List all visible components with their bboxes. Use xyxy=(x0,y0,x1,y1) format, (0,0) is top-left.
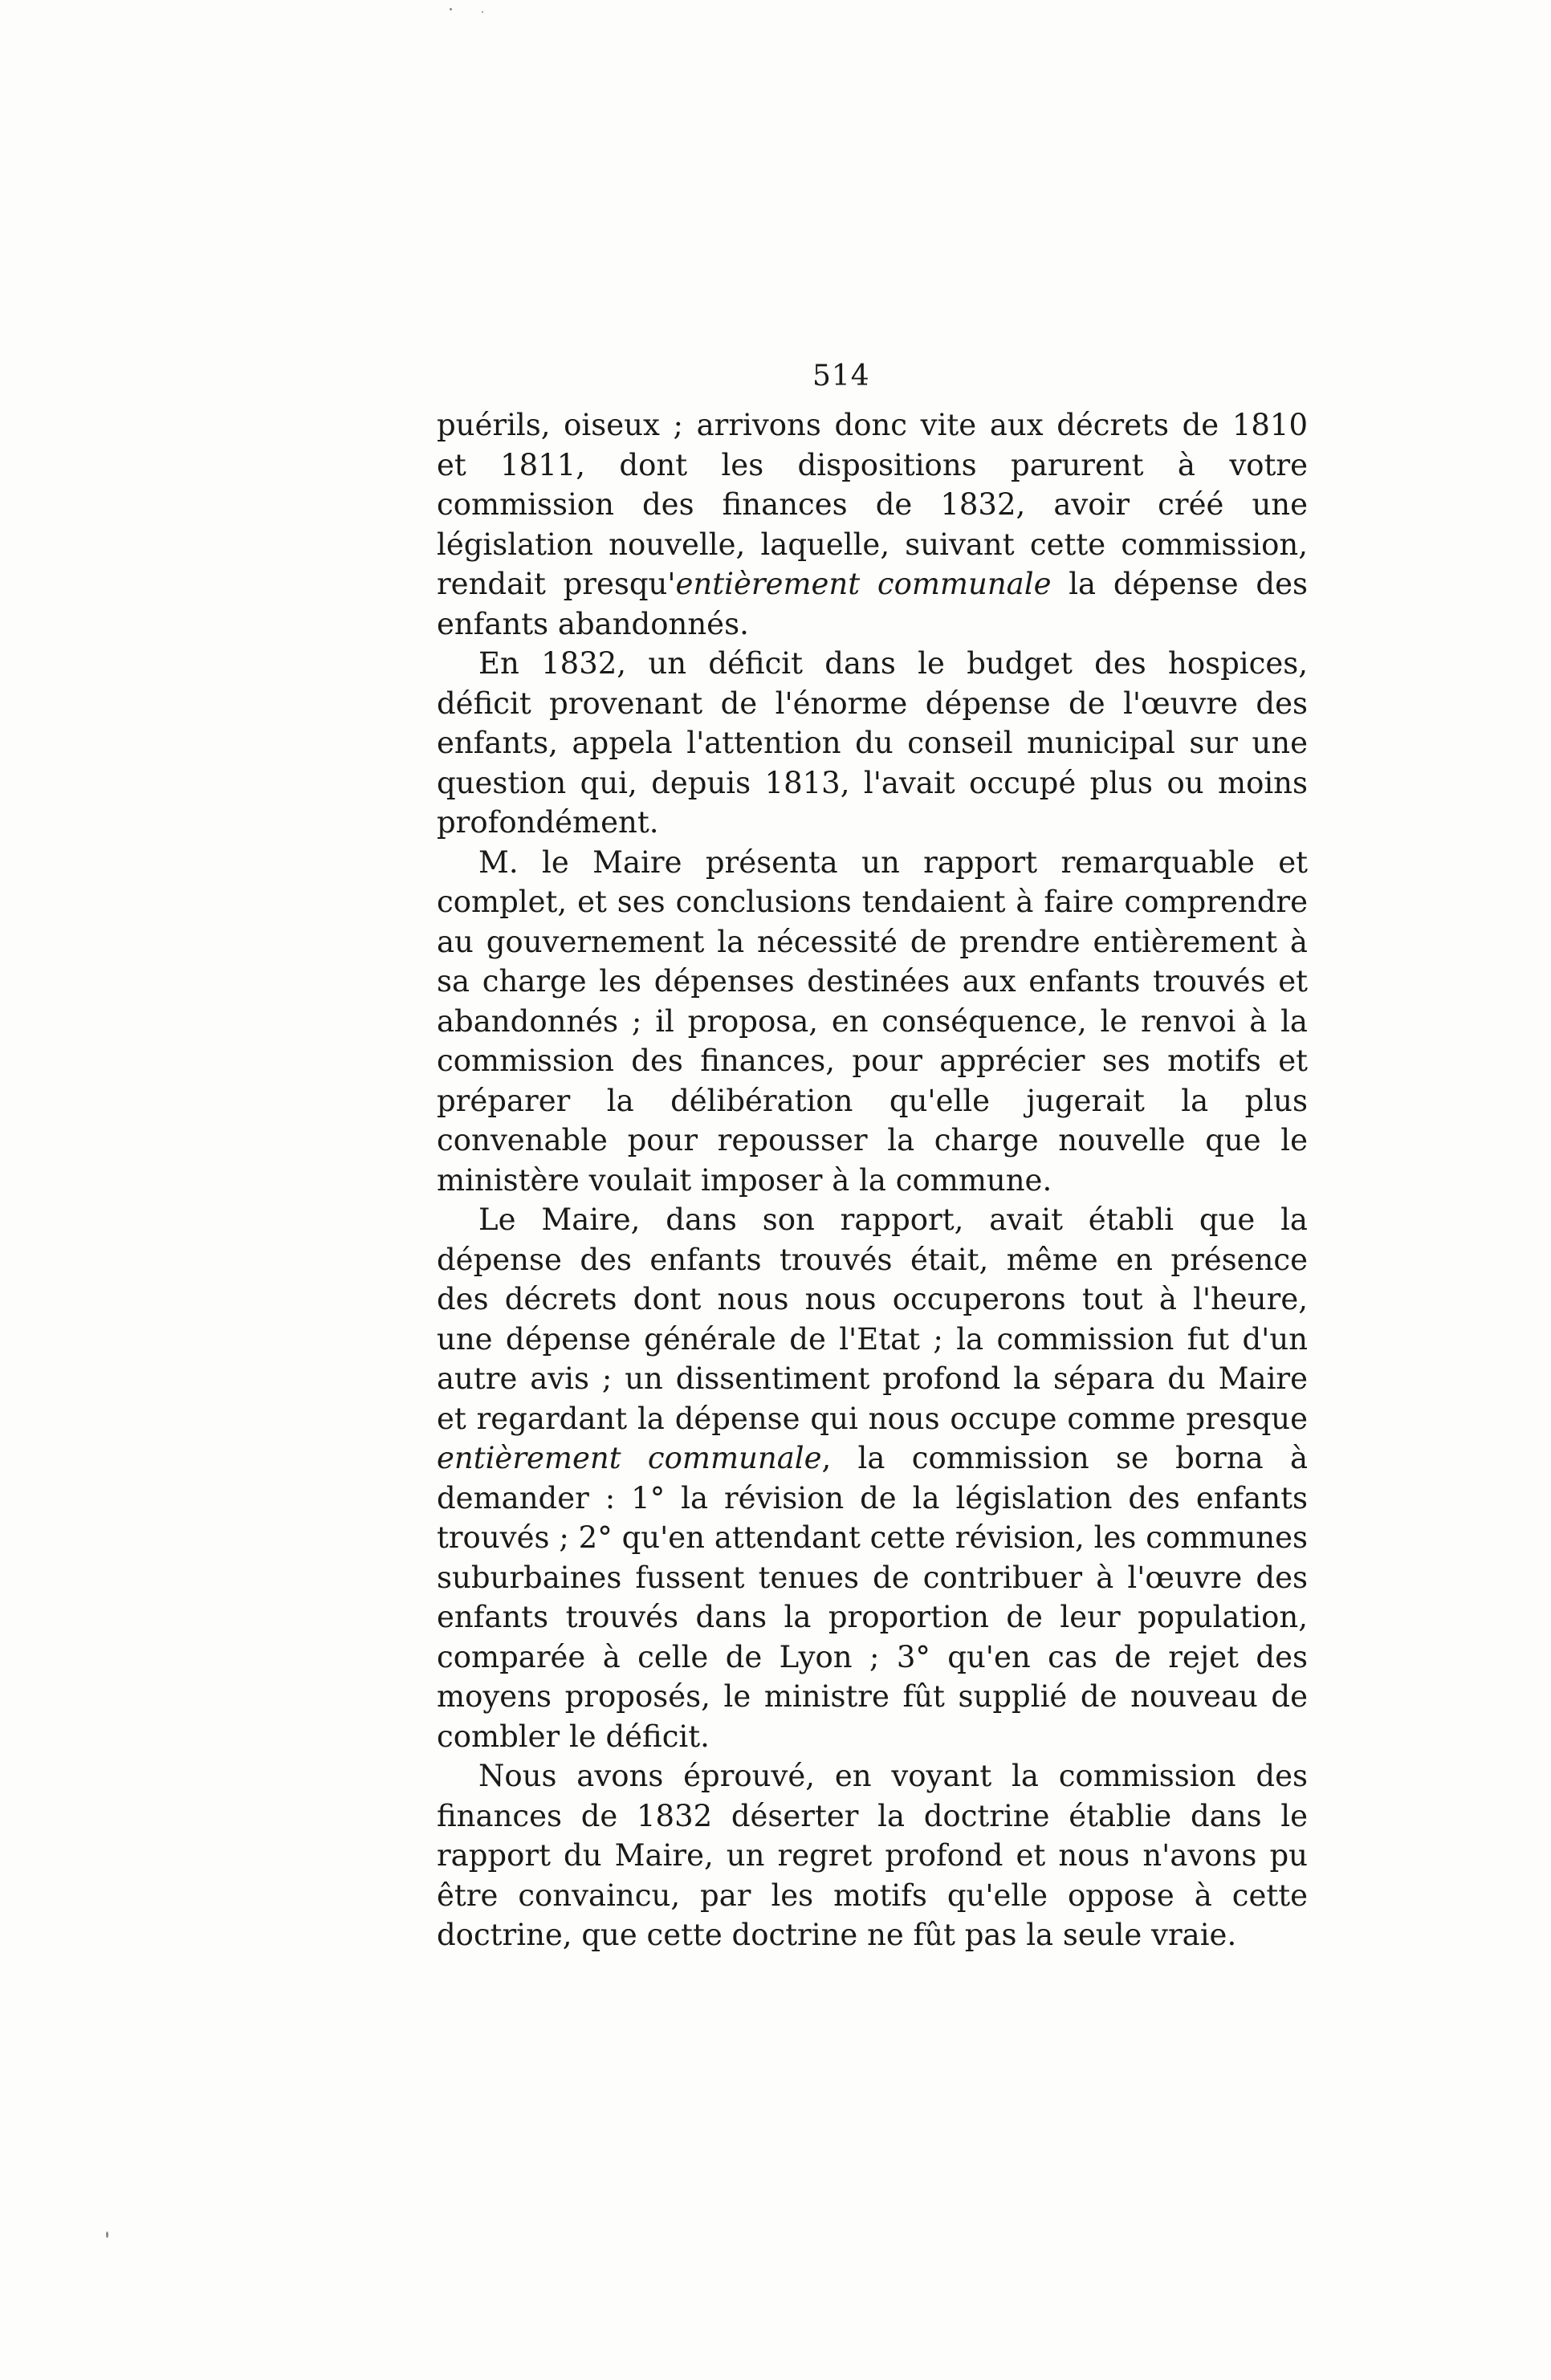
page-number: 514 xyxy=(812,360,870,393)
paragraph-4 xyxy=(437,1200,1308,1756)
paragraph-2 xyxy=(437,644,1308,843)
paragraph-1 xyxy=(437,405,1308,644)
text-run: Nous avons éprouvé, en voyant la commission des finances de 1832 déserter la doctrine établie dans le rapport du Maire, un regret profond et nous n'avons pu être convaincu, par les motifs qu'elle oppose à cette doctrine, que cette doctrine ne fût pas la seule vraie. xyxy=(437,1759,1308,1952)
text-run: , la commission se borna à demander : 1° la révision de la législation des enfants trouvés ; 2° qu'en attendant cette révision, les communes suburbaines fussent tenues de contribuer à l'œuvre des enfants trouvés dans la proportion de leur population, comparée à celle de Lyon ; 3° qu'en cas de rejet des moyens proposés, le ministre fût supplié de nouveau de combler le déficit. xyxy=(437,1441,1308,1754)
scan-speck xyxy=(450,8,452,10)
text-run: Le Maire, dans son rapport, avait établi que la dépense des enfants trouvés était, même en présence des décrets dont nous nous occuperons tout à l'heure, une dépense générale de l'Etat ; la commission fut d'un autre avis ; un dissentiment profond la sépara du Maire et regardant la dépense qui nous occupe comme presque xyxy=(437,1202,1308,1436)
paragraph-5 xyxy=(437,1756,1308,1955)
italic-text-run: entièrement communale xyxy=(675,567,1052,601)
text-run: En 1832, un déficit dans le budget des hospices, déficit provenant de l'énorme dépense de l'œuvre des enfants, appela l'attention du conseil municipal sur une question qui, depuis 1813, l'avait occupé plus ou moins profondément. xyxy=(437,646,1308,840)
italic-text-run: entièrement communale xyxy=(437,1441,822,1475)
body-text xyxy=(437,405,1308,1955)
scan-speck xyxy=(106,2232,108,2238)
text-run: puérils, oiseux ; arrivons donc vite aux décrets de 1810 et 1811, dont les dispositions parurent à votre commission des finances de 1832, avoir créé une législation nouvelle, laquelle, suivant cette commission, rendait presqu' xyxy=(437,408,1308,601)
text-run: M. le Maire présenta un rapport remarquable et complet, et ses conclusions tendaient à faire comprendre au gouvernement la nécessité de prendre entièrement à sa charge les dépenses destinées aux enfants trouvés et abandonnés ; il proposa, en conséquence, le renvoi à la commission des finances, pour apprécier ses motifs et préparer la délibération qu'elle jugerait la plus convenable pour repousser la charge nouvelle que le ministère voulait imposer à la commune. xyxy=(437,844,1308,1198)
paragraph-3 xyxy=(437,843,1308,1201)
text-run: la dépense des enfants abandonnés. xyxy=(437,567,1308,641)
scan-speck xyxy=(482,11,483,13)
